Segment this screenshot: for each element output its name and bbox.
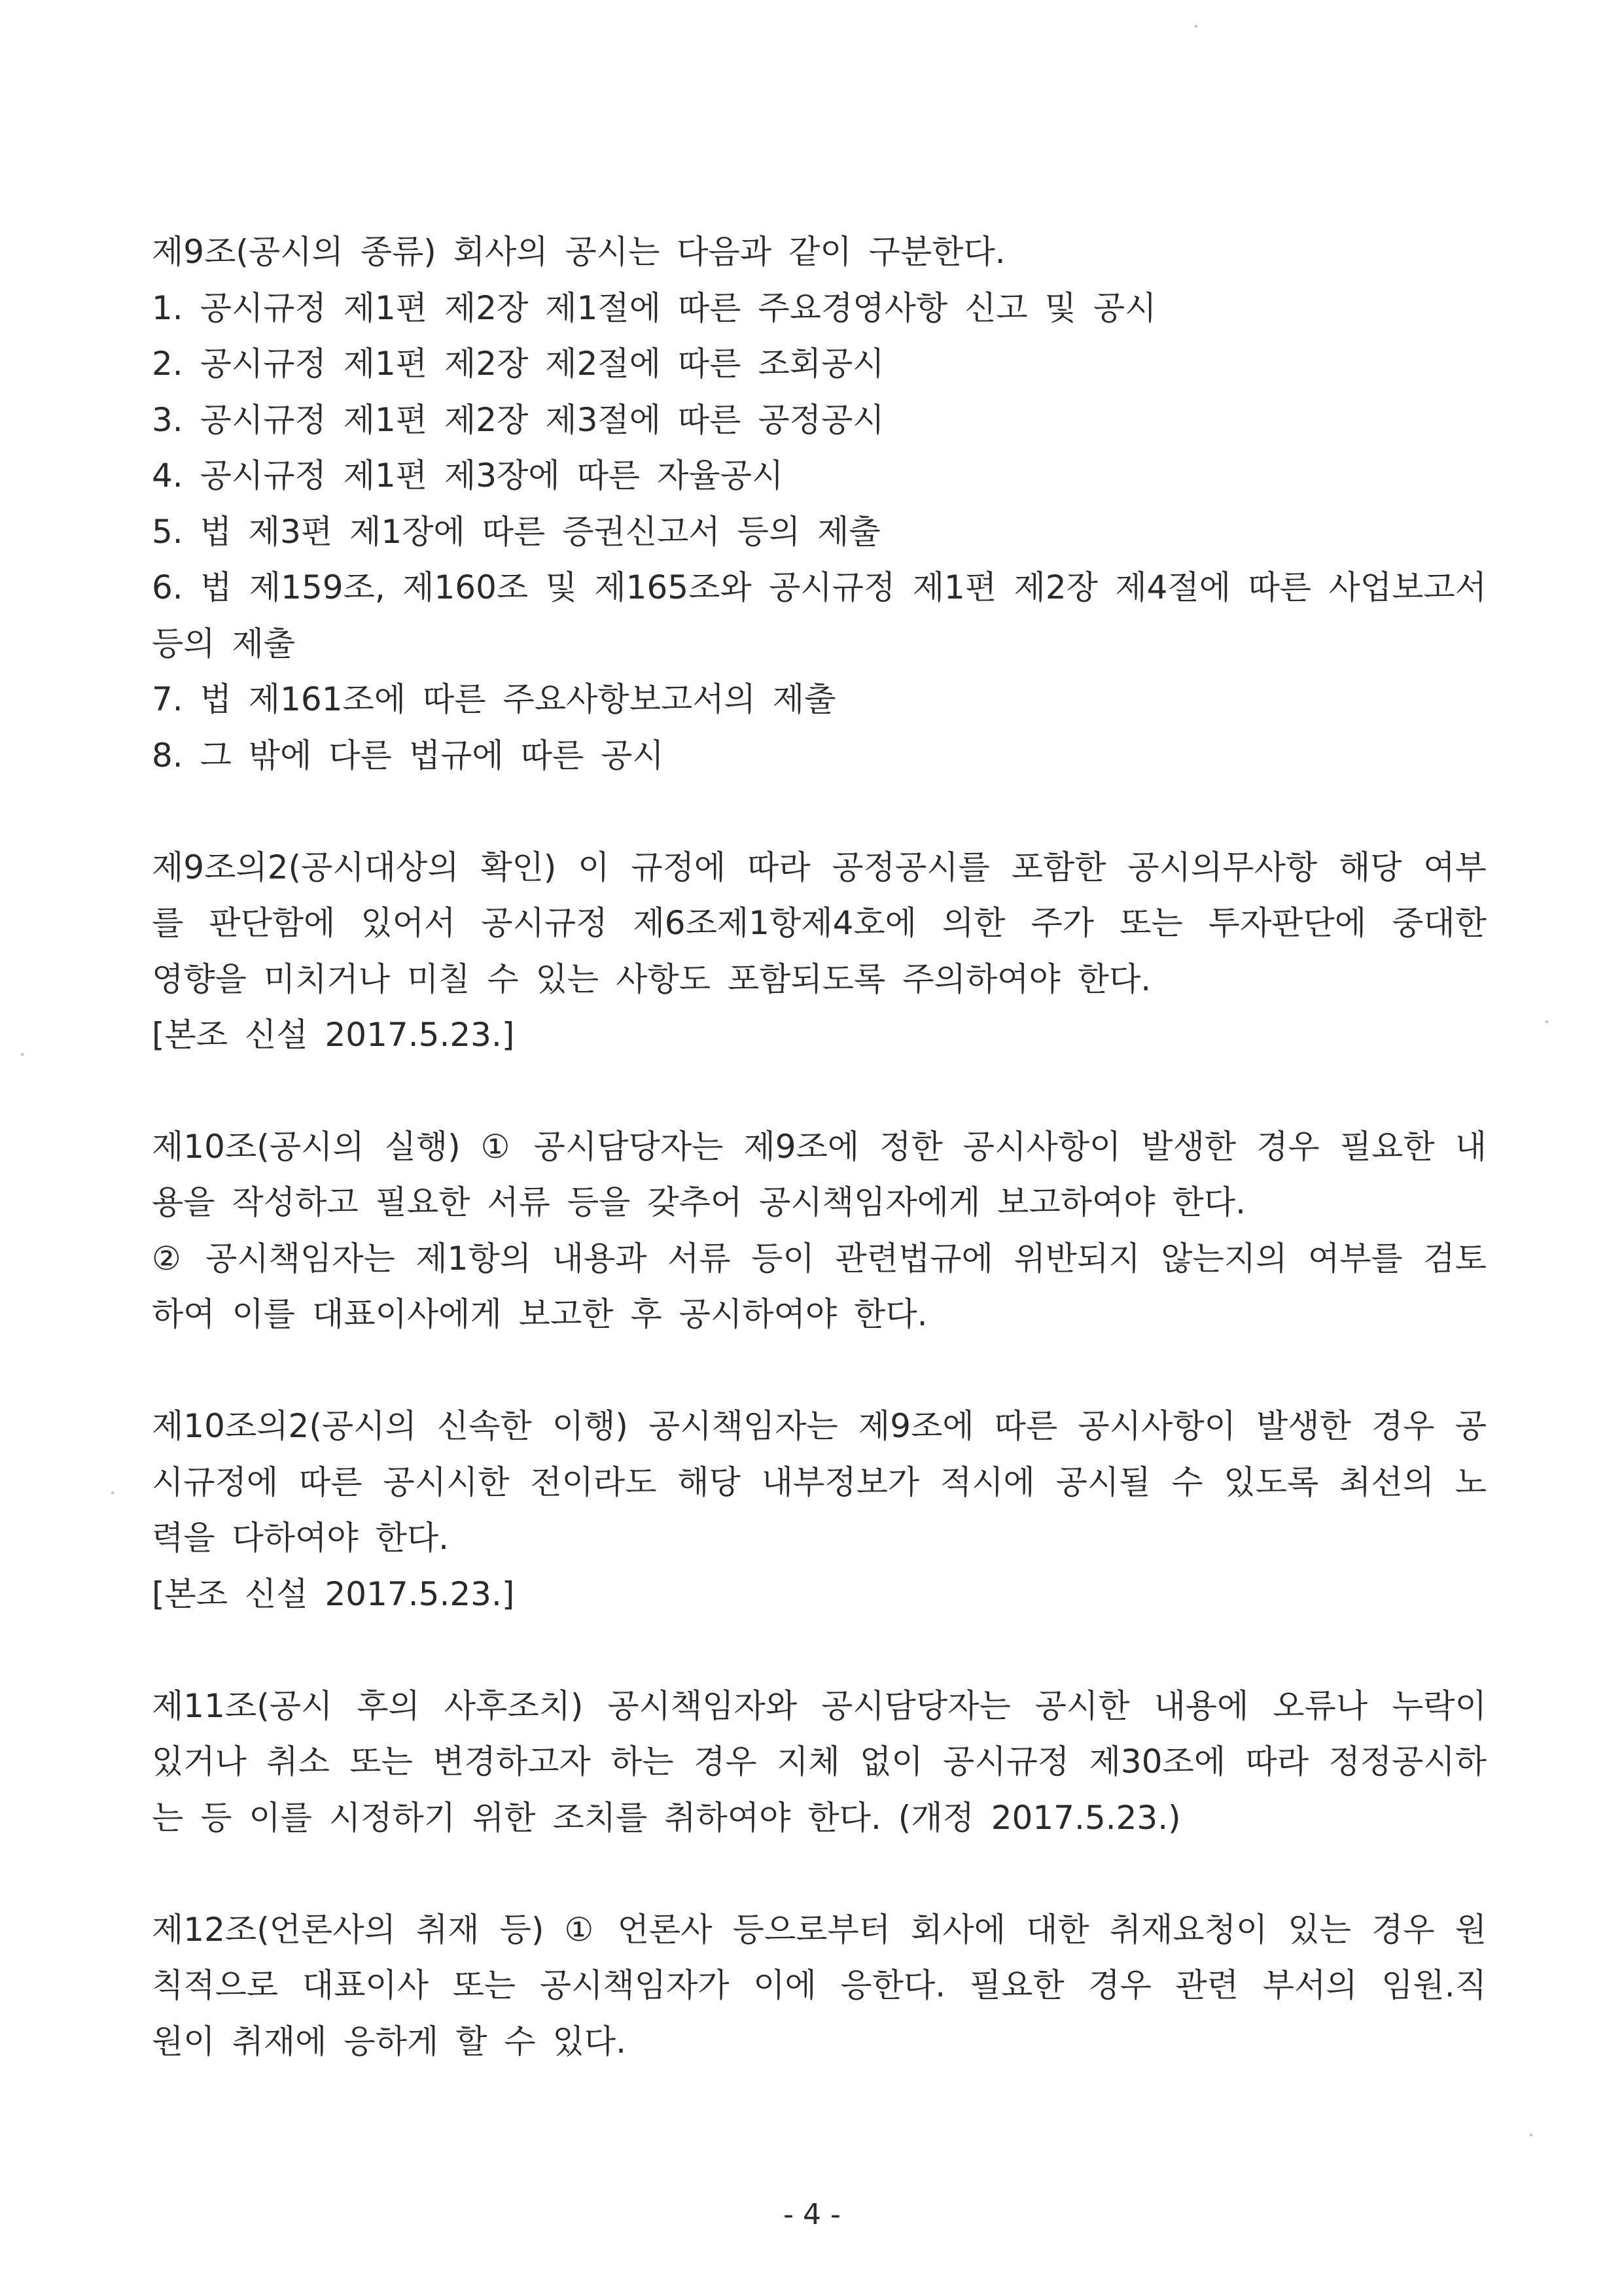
article-9-item-6: 6. 법 제159조, 제160조 및 제165조와 공시규정 제1편 제2장 제4절에 따른 사업보고서 (152, 568, 1487, 606)
article-11-line-2: 있거나 취소 또는 변경하고자 하는 경우 지체 없이 공시규정 제30조에 따라 정정공시하 (152, 1743, 1487, 1781)
article-9-item-7: 7. 법 제161조에 따른 주요사항보고서의 제출 (152, 680, 836, 718)
article-9-item-4: 4. 공시규정 제1편 제3장에 따른 자율공시 (152, 457, 784, 495)
article-9-item-6-continued: 등의 제출 (152, 625, 296, 663)
scan-speck (21, 1053, 24, 1056)
scan-speck (111, 1491, 114, 1494)
scan-speck (1530, 2134, 1532, 2136)
article-9-item-1: 1. 공시규정 제1편 제2장 제1절에 따른 주요경영사항 신고 및 공시 (152, 289, 1157, 327)
scan-speck (1545, 1020, 1548, 1023)
article-9-heading: 제9조(공시의 종류) 회사의 공시는 다음과 같이 구분한다. (152, 233, 1006, 271)
article-10-line-4: 하여 이를 대표이사에게 보고한 후 공시하여야 한다. (152, 1295, 928, 1333)
article-10-2-line-3: 력을 다하여야 한다. (152, 1519, 450, 1557)
article-9-item-3: 3. 공시규정 제1편 제2장 제3절에 따른 공정공시 (152, 401, 885, 439)
article-9-2-line-1: 제9조의2(공시대상의 확인) 이 규정에 따라 공정공시를 포함한 공시의무사항 해당 여부 (152, 848, 1487, 886)
article-10-line-3: ② 공시책임자는 제1항의 내용과 서류 등이 관련법규에 위반되지 않는지의 여부를 검토 (152, 1240, 1487, 1278)
article-11-line-3: 는 등 이를 시정하기 위한 조치를 취하여야 한다. (개정 2017.5.23.) (152, 1799, 1181, 1837)
article-9-2-note: [본조 신설 2017.5.23.] (152, 1016, 515, 1054)
article-10-line-1: 제10조(공시의 실행) ① 공시담당자는 제9조에 정한 공시사항이 발생한 경우 필요한 내 (152, 1128, 1487, 1166)
article-10-2-line-1: 제10조의2(공시의 신속한 이행) 공시책임자는 제9조에 따른 공시사항이 발생한 경우 공 (152, 1407, 1487, 1445)
article-12-line-3: 원이 취재에 응하게 할 수 있다. (152, 2023, 626, 2061)
article-10-line-2: 용을 작성하고 필요한 서류 등을 갖추어 공시책임자에게 보고하여야 한다. (152, 1183, 1246, 1221)
article-10-2-note: [본조 신설 2017.5.23.] (152, 1575, 515, 1613)
article-11-line-1: 제11조(공시 후의 사후조치) 공시책임자와 공시담당자는 공시한 내용에 오류나 누락이 (152, 1687, 1487, 1725)
article-9-2-line-3: 영향을 미치거나 미칠 수 있는 사항도 포함되도록 주의하여야 한다. (152, 960, 1152, 998)
article-9-item-2: 2. 공시규정 제1편 제2장 제2절에 따른 조회공시 (152, 345, 885, 383)
article-10-2-line-2: 시규정에 따른 공시시한 전이라도 해당 내부정보가 적시에 공시될 수 있도록 최선의 노 (152, 1463, 1487, 1501)
article-12-line-1: 제12조(언론사의 취재 등) ① 언론사 등으로부터 회사에 대한 취재요청이 있는 경우 원 (152, 1911, 1487, 1949)
article-12-line-2: 칙적으로 대표이사 또는 공시책임자가 이에 응한다. 필요한 경우 관련 부서의 임원.직 (152, 1966, 1487, 2004)
article-9-2-line-2: 를 판단함에 있어서 공시규정 제6조제1항제4호에 의한 주가 또는 투자판단에 중대한 (152, 904, 1487, 942)
article-9-item-5: 5. 법 제3편 제1장에 따른 증권신고서 등의 제출 (152, 513, 881, 551)
article-9-item-8: 8. 그 밖에 다른 법규에 따른 공시 (152, 737, 664, 774)
scan-speck (1195, 25, 1197, 27)
page-number: - 4 - (783, 2198, 841, 2231)
